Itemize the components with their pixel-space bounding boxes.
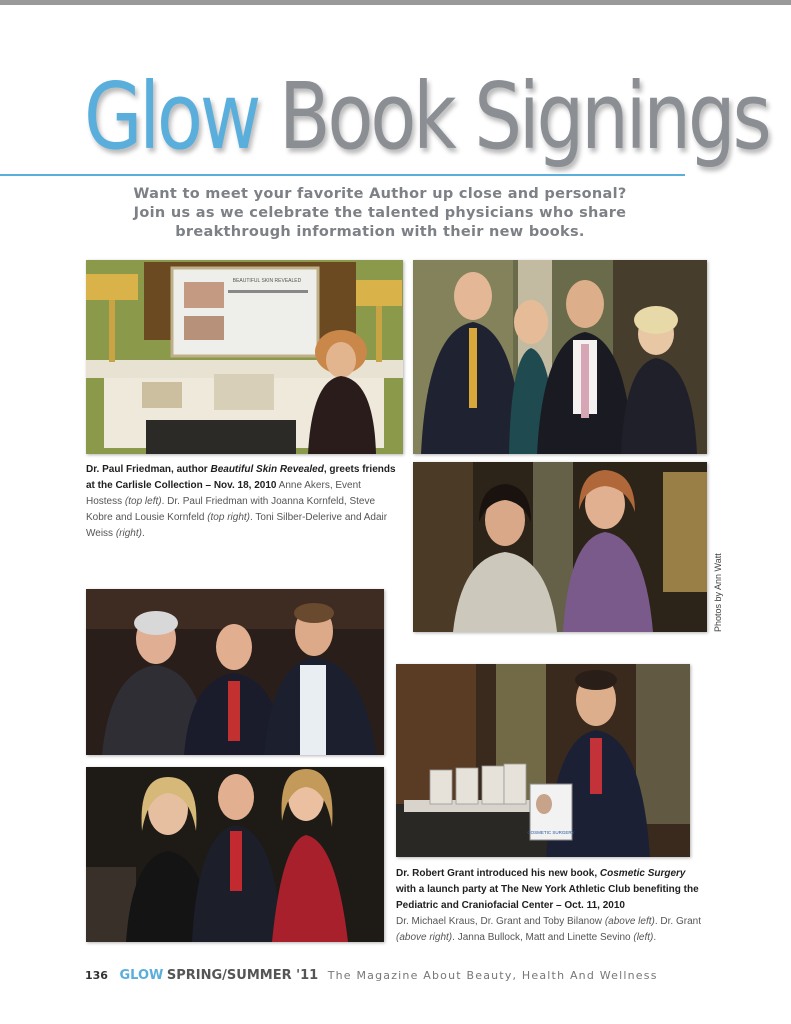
title-rule	[0, 174, 685, 176]
footer-season: SPRING/SUMMER '11	[166, 968, 319, 983]
intro-text	[110, 185, 650, 242]
page-footer	[85, 968, 658, 983]
photo-trio-red-dress	[86, 767, 384, 942]
photo-group-four	[413, 260, 707, 454]
sign-heading: BEAUTIFUL SKIN REVEALED	[232, 278, 302, 284]
footer-tagline: The Magazine About Beauty, Health And Wellness	[327, 969, 658, 982]
book-cover-title: COSMETIC SURGERY	[527, 830, 575, 835]
footer-brand: GLOW	[119, 968, 164, 983]
page-title: Glow Book Signings	[84, 63, 769, 170]
photo-credit: Photos by Ann Watt	[713, 553, 723, 632]
intro-line: Want to meet your favorite Author up close and personal?	[133, 186, 627, 202]
intro-line: Join us as we celebrate the talented physicians who share	[133, 205, 627, 221]
intro-line: breakthrough information with their new books.	[175, 224, 585, 240]
page-number: 136	[85, 969, 108, 982]
caption-grant-event: Dr. Robert Grant introduced his new book, Cosmetic Surgery with a launch party at The New York Athletic Club benefiting the Pediatric and Craniofacial Center – Oct. 11, 2010 Dr. Michael Kraus, Dr. Grant and Toby Bilanow (above left). Dr. Grant (above right). Janna Bullock, Matt and Linette Sevino (left).	[396, 868, 701, 943]
top-border	[0, 0, 791, 5]
photo-three-men	[86, 589, 384, 755]
caption-friedman-event: Dr. Paul Friedman, author Beautiful Skin Revealed, greets friends at the Carlisle Collection – Nov. 18, 2010 Anne Akers, Event Hostess (top left). Dr. Paul Friedman with Joanna Kornfeld, Steve Kobre and Lousie Kornfeld (top right). Toni Silber-Delerive and Adair Weiss (right).	[86, 464, 396, 539]
photo-two-women	[413, 462, 707, 632]
photo-author-books	[396, 664, 690, 857]
photo-hostess-fireplace	[86, 260, 403, 454]
